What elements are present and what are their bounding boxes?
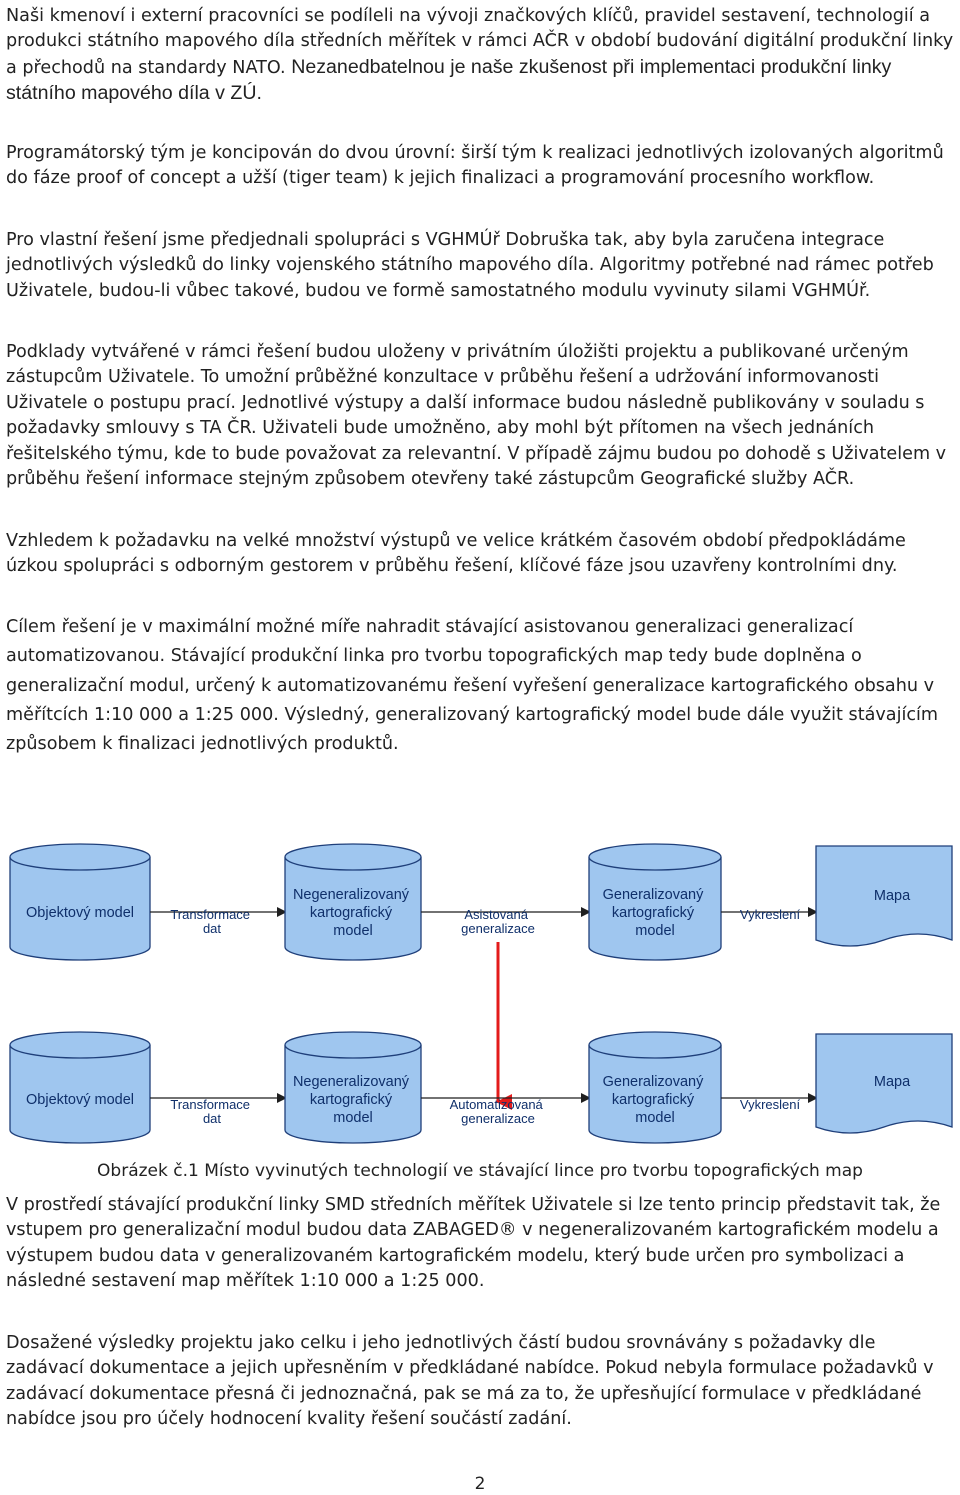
row-1-objektovy-model-label: Objektový model	[26, 905, 134, 921]
row-2	[10, 1032, 952, 1143]
row-2-generalizovany-model-cylinder	[589, 1032, 721, 1143]
figure-caption: Obrázek č.1 Místo vyvinutých technologií ve stávající lince pro tvorbu topografických map	[97, 1161, 863, 1181]
row-1-negeneralizovany-model-label: Negeneralizovaný kartografický model	[292, 887, 410, 939]
row-1	[10, 844, 952, 960]
row-2-objektovy-model-label: Objektový model	[26, 1092, 134, 1108]
paragraph-3: Pro vlastní řešení jsme předjednali spolupráci s VGHMÚř Dobruška tak, aby byla zaručena integrace jednotlivých výsledků do linky vojenského státního mapového díla. Algoritmy potřebné nad rámec potřeb Uživatele, budou-li vůbec takové, budou ve formě samostatného modulu vyvinuty silami VGHMÚř.	[6, 230, 934, 301]
row-2-generalizovany-model-label: Generalizovaný kartografický model	[602, 1074, 704, 1126]
paragraph-6: Cílem řešení je v maximální možné míře nahradit stávající asistovanou generalizaci generalizací automatizovanou. Stávající produkční linka pro tvorbu topografických map tedy bude doplněna o generalizační modul, určený k automatizovanému řešení vyřešení generalizace kartografického obsahu v měřítcích 1:10 000 a 1:25 000. Výsledný, generalizovaný kartografický model bude dále využit stávajícím způsobem k finalizaci jednotlivých produktů.	[6, 617, 939, 755]
row-1-transformace-label: Transformace dat	[170, 907, 251, 936]
row-1-negeneralizovany-model-cylinder	[285, 844, 421, 960]
row-1-vykresleni-label: Vykreslení	[739, 907, 801, 922]
paragraph-2: Programátorský tým je koncipován do dvou úrovní: širší tým k realizaci jednotlivých izolovaných algoritmů do fáze proof of concept a užší (tiger team) k jejich finalizaci a programování procesního workflow.	[6, 143, 944, 189]
row-2-transformace-label: Transformace dat	[170, 1097, 251, 1126]
row-2-automatizovana-generalizace-label: Automatizovaná generalizace	[449, 1097, 543, 1126]
row-1-generalizovany-model-label: Generalizovaný kartografický model	[602, 887, 704, 939]
row-1-mapa-document	[816, 846, 952, 946]
row-2-objektovy-model-cylinder	[10, 1032, 150, 1143]
paragraph-4: Podklady vytvářené v rámci řešení budou uloženy v privátním úložišti projektu a publikované určeným zástupcům Uživatele. To umožní průběžné konzultace v průběhu řešení a udržování informovanosti Uživatele o postupu prací. Jednotlivé výstupy a další informace budou následně publikovány v souladu s požadavky smlouvy s TA ČR. Uživateli bude umožněno, aby mohl být přítomen na všech jednáních řešitelského týmu, kde to bude považovat za relevantní. V případě zájmu budou po dohodě s Uživatelem v průběhu řešení informace stejným způsobem otevřeny také zástupcům Geografické služby AČR.	[6, 342, 947, 490]
row-1-mapa-label: Mapa	[873, 888, 911, 904]
paragraph-7: V prostředí stávající produkční linky SMD středních měřítek Uživatele si lze tento princip představit tak, že vstupem pro generalizační modul budou data ZABAGED® v negeneralizovaném kartografickém modelu a výstupem budou data v generalizovaném kartografickém modelu, který bude určen pro symbolizaci a následné sestavení map měřítek 1:10 000 a 1:25 000.	[6, 1195, 941, 1292]
row-2-negeneralizovany-model-cylinder	[285, 1032, 421, 1143]
row-1-objektovy-model-cylinder	[10, 844, 150, 960]
paragraph-8: Dosažené výsledky projektu jako celku i jeho jednotlivých částí budou srovnávány s požadavky dle zadávací dokumentace a jejich upřesněním v předkládané nabídce. Pokud nebyla formulace požadavků v zadávací dokumentace přesná či jednoznačná, pak se má za to, že upřesňující formulace v předkládané nabídce jsou pro účely hodnocení kvality řešení součástí zadání.	[6, 1333, 934, 1430]
page-number: 2	[474, 1474, 486, 1494]
paragraph-1-part-a: Naši kmenoví i externí pracovníci se podíleli na vývoji značkových klíčů, pravidel sestavení, technologií a produkci státního mapového díla středních měřítek v rámci AČR v období budování digitální produkční linky a přechodů na standardy NATO.	[6, 6, 954, 78]
row-2-mapa-label: Mapa	[873, 1074, 911, 1090]
row-1-generalizovany-model-cylinder	[589, 844, 721, 960]
workflow-diagram	[0, 840, 960, 1155]
paragraph-1-part-b: Nezanedbatelnou je naše zkušenost při implementaci produkční linky státního mapového díla v ZÚ.	[6, 55, 892, 105]
paragraph-1	[6, 4, 956, 108]
row-2-mapa-document	[816, 1034, 952, 1133]
row-2-vykresleni-label: Vykreslení	[739, 1097, 801, 1112]
row-1-asistovana-generalizace-label: Asistovaná generalizace	[461, 907, 535, 936]
paragraph-5: Vzhledem k požadavku na velké množství výstupů ve velice krátkém časovém období předpokládáme úzkou spolupráci s odborným gestorem v průběhu řešení, klíčové fáze jsou uzavřeny kontrolními dny.	[6, 531, 906, 577]
row-2-negeneralizovany-model-label: Negeneralizovaný kartografický model	[292, 1074, 410, 1126]
